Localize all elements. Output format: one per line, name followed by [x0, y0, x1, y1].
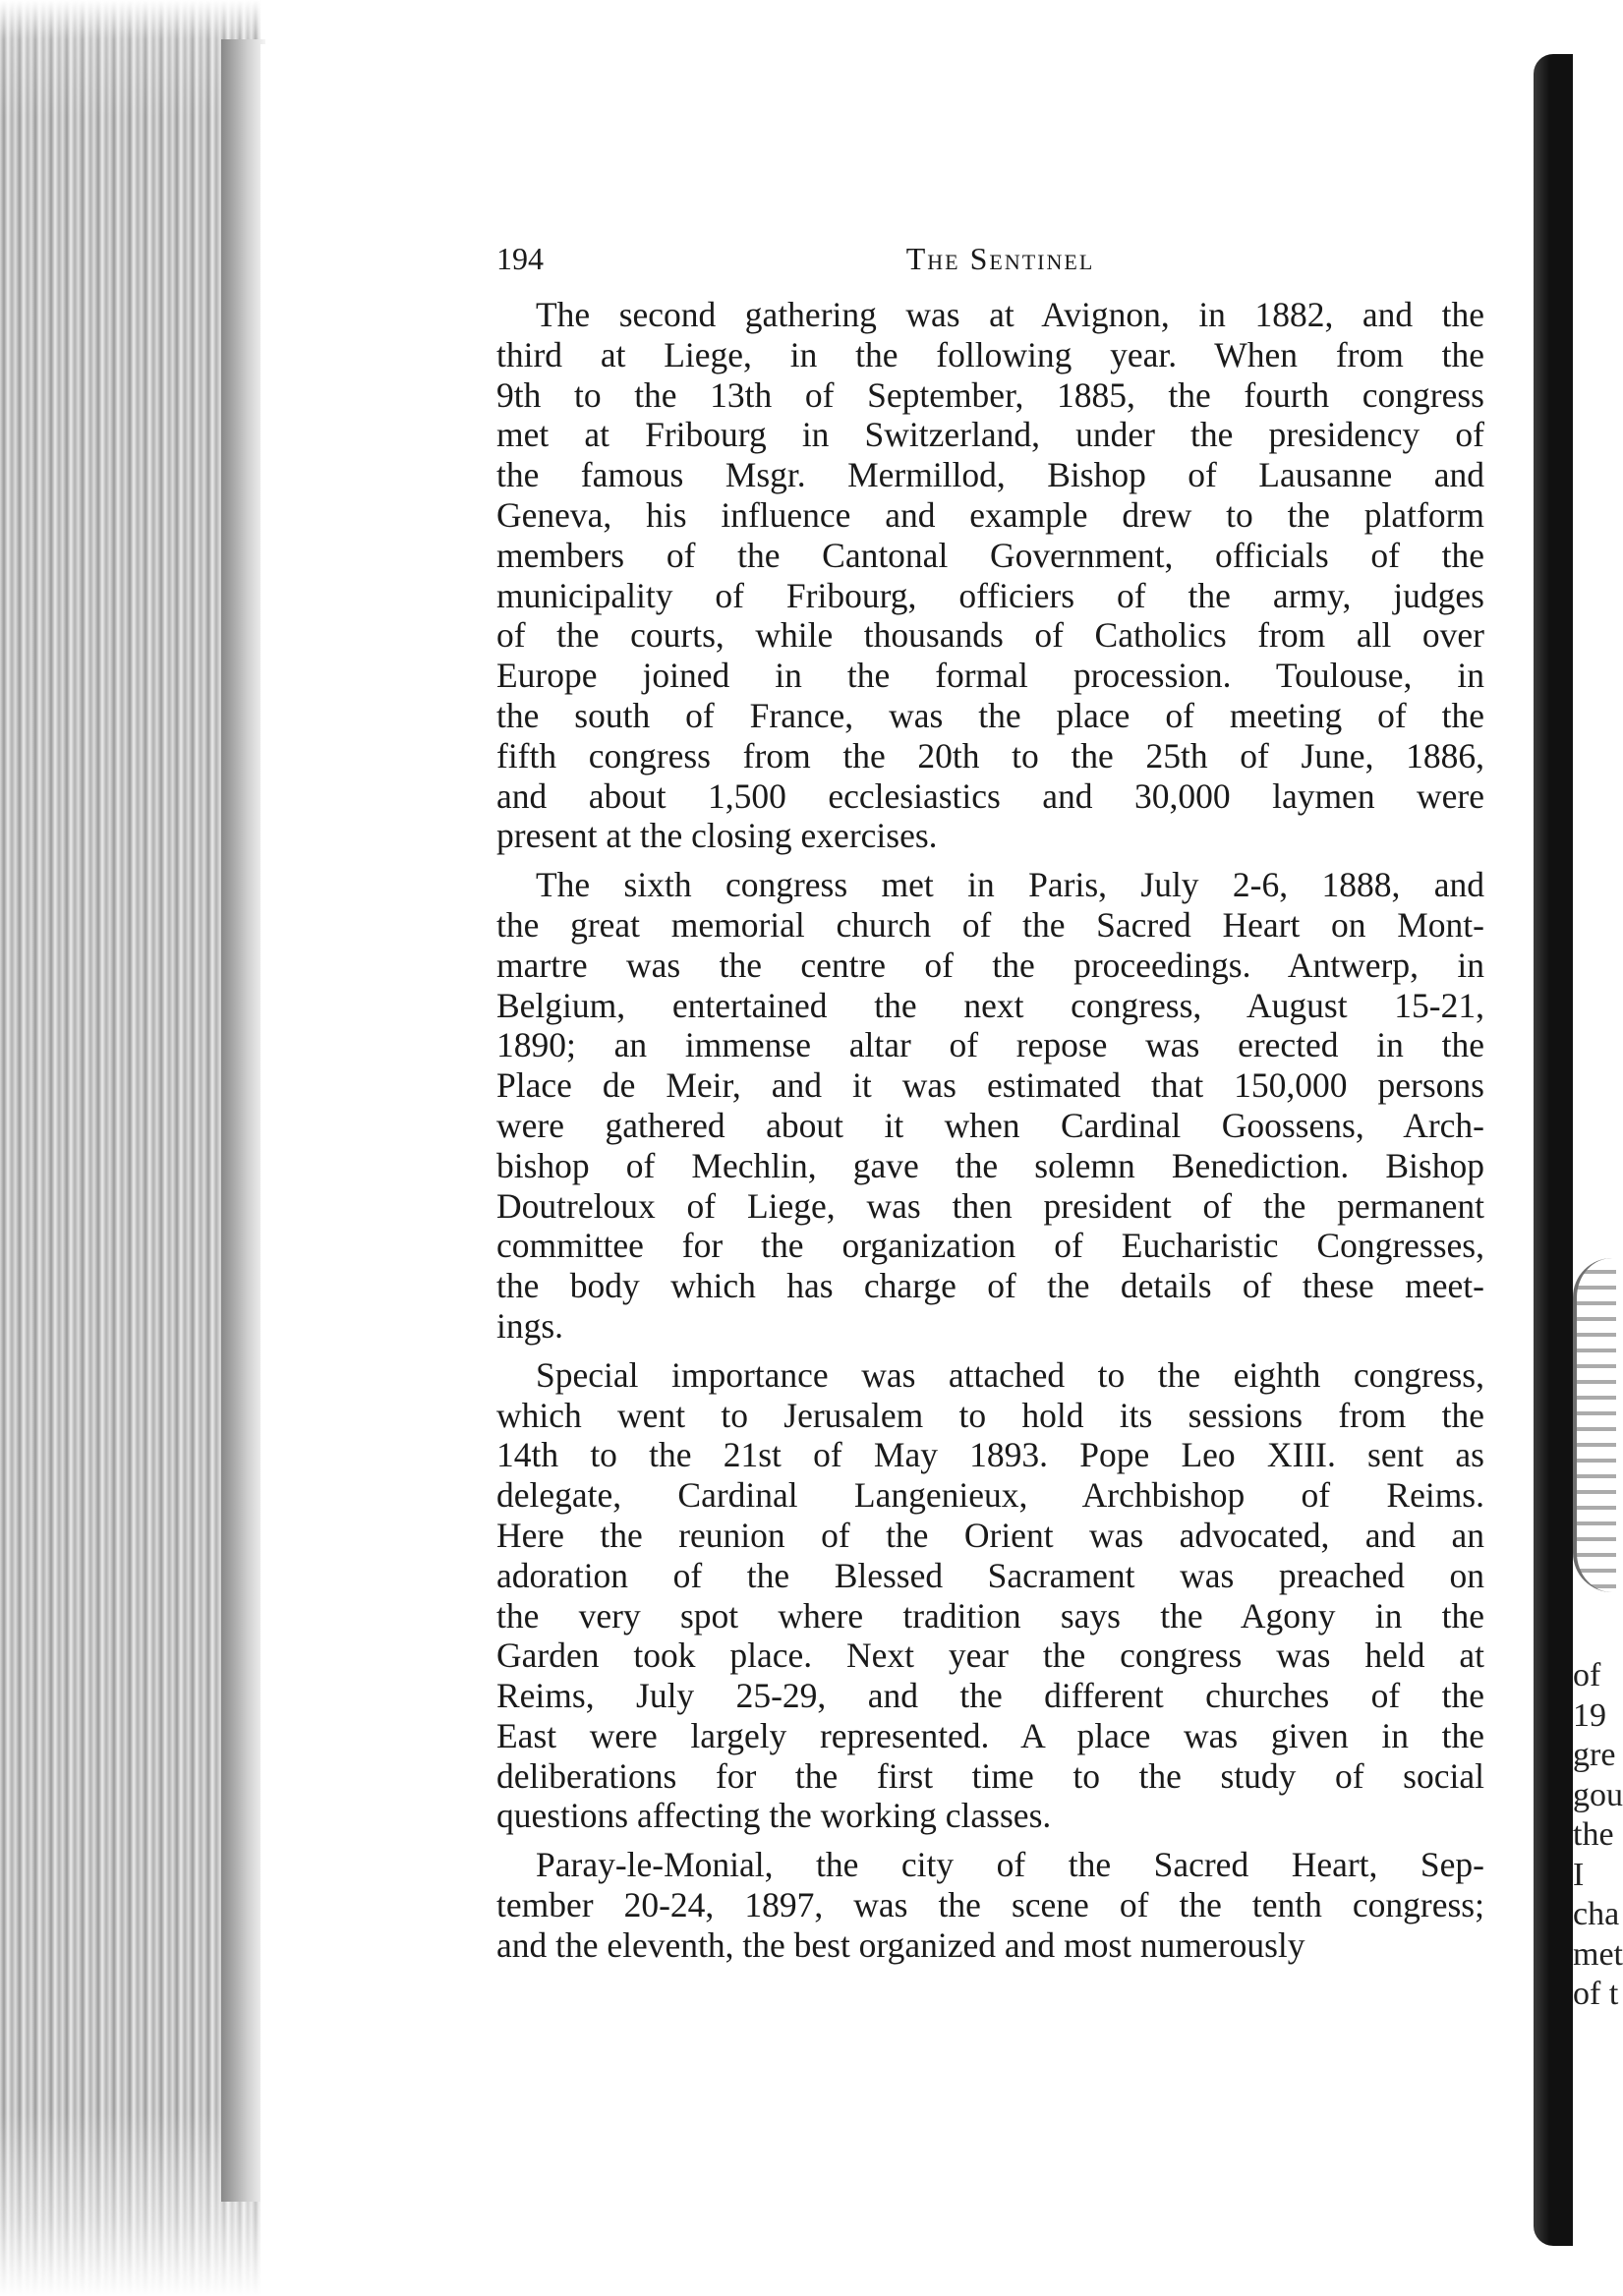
- facing-page-fragment: I: [1573, 1856, 1585, 1893]
- text-line: East were largely represented. A place was given in the: [496, 1715, 1484, 1755]
- text-line: martre was the centre of the proceedings. Antwerp, in: [496, 945, 1484, 985]
- page-edge-shadow: [221, 39, 265, 2202]
- text-line: Geneva, his influence and example drew to the platform: [496, 494, 1484, 535]
- facing-page-fragment: the: [1573, 1816, 1614, 1853]
- paragraph: [496, 1355, 1484, 1837]
- facing-page-ornament: [1573, 1258, 1616, 1592]
- page-number: 194: [496, 241, 544, 276]
- text-line: the great memorial church of the Sacred Heart on Mont-: [496, 904, 1484, 945]
- text-line: 9th to the 13th of September, 1885, the fourth congress: [496, 374, 1484, 415]
- paragraph: [496, 295, 1484, 856]
- text-line: delegate, Cardinal Langenieux, Archbishop of Reims.: [496, 1475, 1484, 1516]
- text-line: Garden took place. Next year the congress was held at: [496, 1636, 1484, 1676]
- text-line: members of the Cantonal Government, officials of the: [496, 535, 1484, 575]
- text-line: and about 1,500 ecclesiastics and 30,000 laymen were: [496, 775, 1484, 816]
- text-line: present at the closing exercises.: [496, 816, 938, 856]
- facing-page-fragment: 19: [1573, 1696, 1606, 1734]
- facing-page-text: [1573, 1656, 1623, 2015]
- text-line: The sixth congress met in Paris, July 2-6, 1888, and: [536, 865, 1484, 905]
- text-line: municipality of Fribourg, officiers of the army, judges: [496, 575, 1484, 615]
- text-line: adoration of the Blessed Sacrament was preached on: [496, 1555, 1484, 1595]
- body-text: [496, 295, 1484, 1975]
- text-line: ings.: [496, 1305, 564, 1346]
- text-line: Belgium, entertained the next congress, August 15-21,: [496, 985, 1484, 1025]
- text-line: Paray-le-Monial, the city of the Sacred Heart, Sep-: [536, 1845, 1484, 1885]
- text-line: Doutreloux of Liege, was then president of the permanent: [496, 1185, 1484, 1226]
- running-head: [496, 241, 1484, 280]
- book-gutter: [1534, 54, 1573, 2246]
- text-line: deliberations for the first time to the study of social: [496, 1755, 1484, 1796]
- text-line: Here the reunion of the Orient was advocated, and an: [496, 1515, 1484, 1555]
- text-line: Place de Meir, and it was estimated that 150,000 persons: [496, 1065, 1484, 1106]
- facing-page-fragment: gre: [1573, 1737, 1616, 1773]
- running-title: The Sentinel: [905, 241, 1095, 276]
- text-line: which went to Jerusalem to hold its sessions from the: [496, 1395, 1484, 1435]
- facing-page-fragment: gou: [1573, 1776, 1623, 1813]
- text-line: the famous Msgr. Mermillod, Bishop of Lausanne and: [496, 455, 1484, 495]
- text-line: the body which has charge of the details of these meet-: [496, 1266, 1484, 1306]
- text-line: committee for the organization of Eucharistic Congresses,: [496, 1226, 1484, 1266]
- facing-page-fragment: cha: [1573, 1896, 1620, 1932]
- text-line: Special importance was attached to the eighth congress,: [536, 1354, 1484, 1395]
- paragraph: [496, 865, 1484, 1347]
- text-line: were gathered about it when Cardinal Goossens, Arch-: [496, 1105, 1484, 1145]
- text-line: The second gathering was at Avignon, in 1882, and the: [536, 295, 1484, 334]
- facing-page: [1573, 0, 1623, 2296]
- text-line: bishop of Mechlin, gave the solemn Benediction. Bishop: [496, 1145, 1484, 1185]
- text-line: fifth congress from the 20th to the 25th of June, 1886,: [496, 735, 1484, 775]
- facing-page-fragment: of: [1573, 1657, 1601, 1693]
- text-line: questions affecting the working classes.: [496, 1796, 1052, 1836]
- text-line: 1890; an immense altar of repose was erected in the: [496, 1025, 1484, 1065]
- text-line: met at Fribourg in Switzerland, under the presidency of: [496, 415, 1484, 455]
- text-line: third at Liege, in the following year. When from the: [496, 334, 1484, 374]
- text-line: 14th to the 21st of May 1893. Pope Leo XIII. sent as: [496, 1435, 1484, 1475]
- text-line: tember 20-24, 1897, was the scene of the tenth congress;: [496, 1885, 1484, 1925]
- facing-page-fragment: of t: [1573, 1976, 1619, 2012]
- text-line: of the courts, while thousands of Catholics from all over: [496, 615, 1484, 656]
- text-line: and the eleventh, the best organized and most numerously: [496, 1924, 1305, 1965]
- text-line: Europe joined in the formal procession. Toulouse, in: [496, 656, 1484, 696]
- facing-page-fragment: met: [1573, 1935, 1623, 1973]
- text-line: the very spot where tradition says the Agony in the: [496, 1595, 1484, 1636]
- paragraph: [496, 1845, 1484, 1965]
- text-line: Reims, July 25-29, and the different churches of the: [496, 1676, 1484, 1716]
- text-line: the south of France, was the place of meeting of the: [496, 695, 1484, 735]
